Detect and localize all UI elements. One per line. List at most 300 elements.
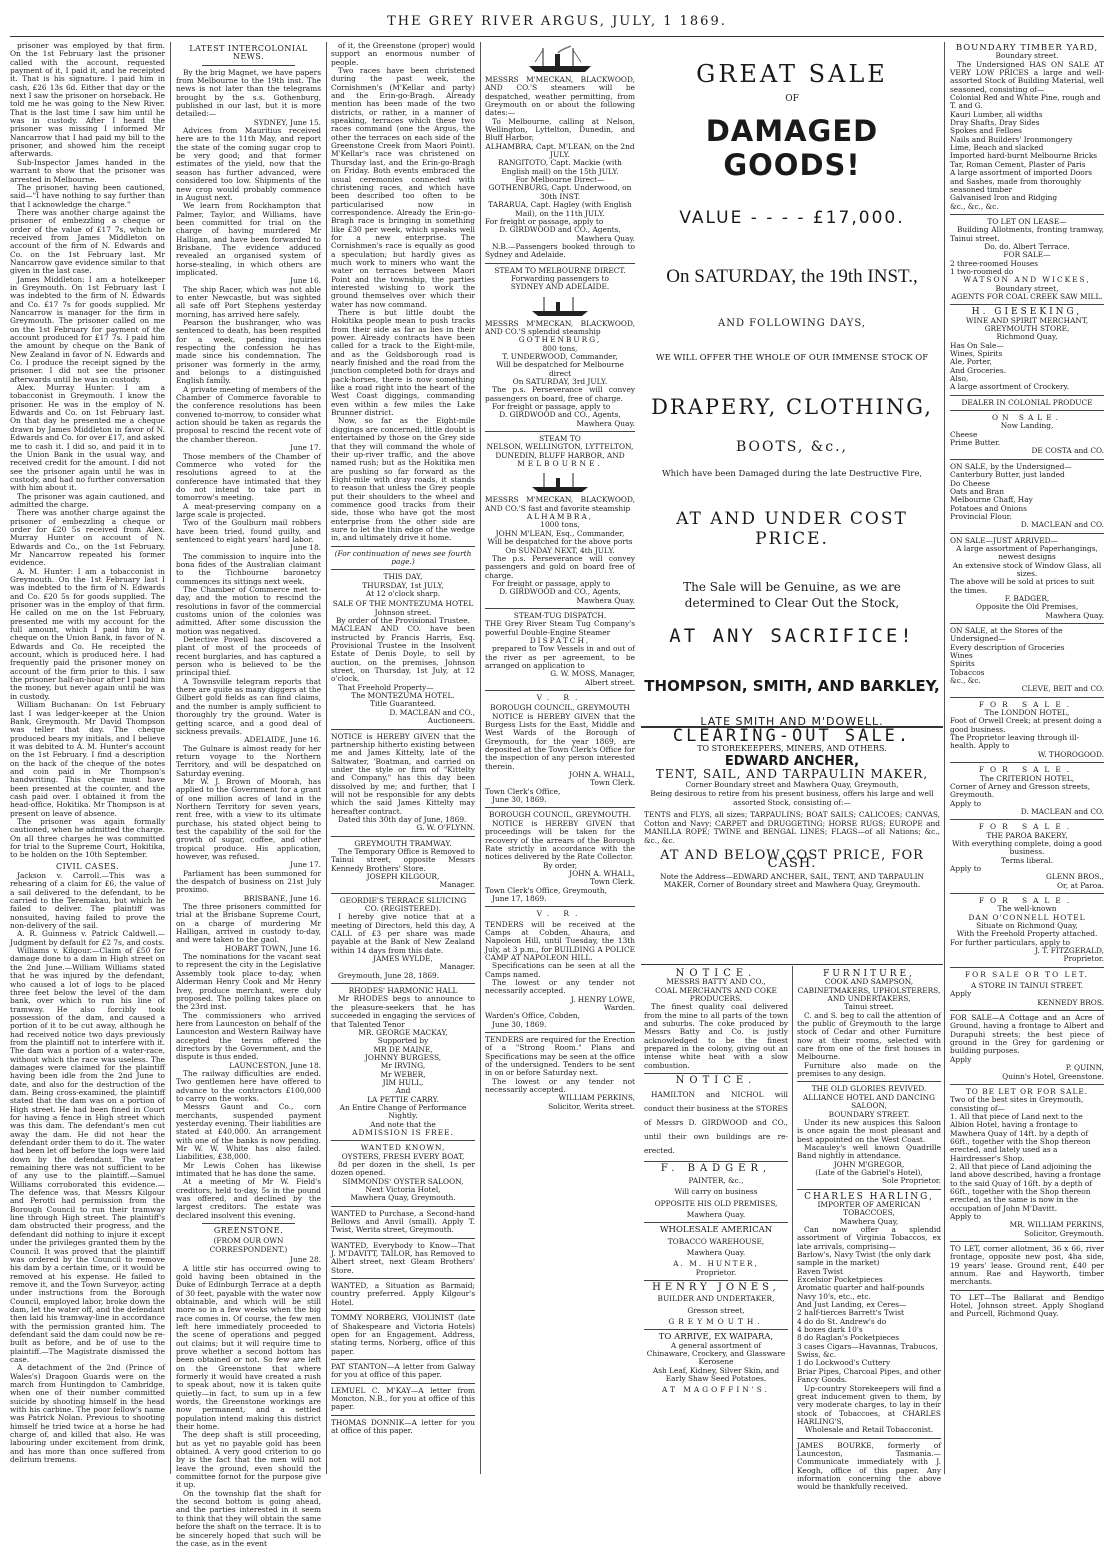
masthead: THE GREY RIVER ARGUS, JULY, 1 1869. [0,14,1114,29]
borough1-office: Town Clerk's Office, [485,788,635,796]
auction-time: At 12 o'clock sharp. [331,590,475,598]
rule [950,214,1104,215]
let-house-2: 1 two-roomed do [950,268,1104,276]
danoc-role: Proprietor. [950,955,1104,963]
american-role: Proprietor. [644,1269,788,1277]
tainui-apply: Apply [950,990,1104,998]
ad-badger-paperhangings [950,537,1104,620]
rhodes-supported: Supported by [331,1037,475,1045]
paragraph: The prisoner was again cautioned, and admitted the charge. [10,493,165,510]
glories-body: Under its new auspices this Saloon is once again the most pleasant and best appointed on the West Coast. [797,1119,941,1144]
ad-american-tobacco [644,1226,788,1277]
ship2-date: On SATURDAY, 3rd JULY. [485,378,635,386]
paragraph: A detachment of the 2nd (Prince of Wales's) Dragoon Guards were on the march from Huntingdon to Cambridge, when one of their number committed suicide by shooting himself in the head with his carbine. The poor fellow's name was Patrick Nolan. Previous to shooting himself he tried twice at a horse he had charge of, and killed that also. He was labouring under excitement from drink, and has more than once suffered from delirium tremens. [10,1364,165,1464]
tug-address: Albert street. [485,679,635,687]
glories-role: Sole Proprietor. [797,1177,941,1185]
paragraph: The deep shaft is still proceeding, but as yet no payable gold has been obtained. A very good criterion to go by is the fact that the men will not leave the ground, even should the committee fornot for the purpose give it up. [176,1431,321,1489]
column-rule [944,42,945,1474]
waipara-assortment: A general assortment of [644,1342,788,1350]
onsale1-butter: Prime Butter. [950,439,1104,447]
ad-mmeckan-steamers [485,76,635,260]
ship3-head: STEAM TO [485,435,635,443]
news-items [176,119,321,1220]
tramway-signature: JOSEPH KILGOUR, [331,873,475,881]
ship2-name: GOTHENBURG, [485,336,635,344]
rule [950,1290,1104,1291]
danoc-head: FOR SALE. [950,897,1104,905]
paroa-terms: Terms liberal. [950,857,1104,865]
dateline: HOBART TOWN, June 16. [176,945,321,953]
geordie-head: GEORDIE'S TERRACE SLUICING [331,897,475,905]
paragraph: The commissioners who arrived here from Launceston on behalf of the Launceston and Western Railway have accepted the terms offered the directors by the Government, and the dispute is thus ended. [176,1012,321,1062]
paragraph: Detective Powell has discovered a plant of most of the proceeds of recent burglaries, and has captured a person who is believed to be the principal thief. [176,636,321,678]
dateline: ADELAIDE, June 16. [176,736,321,744]
rule [644,1161,788,1162]
tramway-role: Manager. [331,881,475,889]
performer-name: And [331,1087,475,1095]
performer-name: JOHNNY BURGESS, [331,1054,475,1062]
ship1-gothenburg: GOTHENBURG, Capt. Underwood, on 30th INST. [485,184,635,201]
rule [331,1140,475,1141]
jones-town: GREYMOUTH. [644,1318,788,1326]
paragraph: A private meeting of members of the Chamber of Commerce favorable to the conference resolutions has been convened to-morrow, to consider what action should be taken as regards the proposal to rescind the recent vote of the chamber thereon. [176,386,321,444]
tenders2-lowest: The lowest or any tender not necessarily accepted. [485,1078,635,1095]
tenders1-lowest: The lowest or any tender not necessarily accepted. [485,979,635,996]
timber-items [950,94,1104,211]
greenstone-date: June 28. [176,1256,321,1264]
badger-business: Will carry on business [644,1188,788,1196]
london-body-2: The Proprietor leaving through ill-health. Apply to [950,734,1104,751]
harling-body-3: Wholesale and Retail Tobacconist. [797,1426,941,1434]
stores-signature: CLEVE, BEIT and CO. [950,685,1104,693]
list-item: 2. All that piece of Land adjoining the land above described, having a frontage to the said Quay of 16ft. by a depth of 66ft., together with the Shop thereon erected, as the same is now in the occupation of John M'Davitt. [950,1163,1104,1213]
greenstone-heading: GREENSTONE. [176,1227,321,1235]
harling-body: Can now offer a splendid assortment of Virginia Tobaccos, ex late arrivals, comprising— [797,1226,941,1251]
tug-body: THE Grey River Steam Tug Company's powerful Double-Engine Steamer [485,620,635,637]
dateline: June 17. [176,861,321,869]
list-item: Colonial Red and White Pine, rough and T. and G. [950,94,1104,111]
rule [797,1438,941,1439]
arrived-paper: A large assortment of Paperhangings, newest designs [950,545,1104,562]
rhodes-star: MR. GEORGE MACKAY, [331,1029,475,1037]
borough2-signature: JOHN A. WHALL, [485,870,635,878]
paroa-apply: Apply to [950,865,1104,873]
paroa-body: With everything complete, doing a good business. [950,840,1104,857]
performer-name: MR DE MAINE, [331,1046,475,1054]
jones-street: Gresson street, [644,1307,788,1315]
batty-head: NOTICE. [644,970,788,978]
sale-date: On SATURDAY, the 19th INST., [641,266,943,288]
let-body: Building Allotments, fronting tramway, Tainui street. [950,226,1104,243]
rhodes-change: An Entire Change of Performance Nightly. [331,1104,475,1121]
sale-great-sale: GREAT SALE [641,60,943,88]
list-item: Also, [950,375,1104,383]
performer-name: JIM HULL, [331,1079,475,1087]
dateline: June 17. [176,444,321,452]
tug-name: DISPATCH, [485,637,635,645]
ship3-captain: JOHN M'LEAN, Esq., Commander, [485,530,635,538]
sale-sacrifice: AT ANY SACRIFICE! [641,625,943,647]
waipara-potatoes: Ash Leaf, Kidney, Silver Skin, and Early Shaw Seed Potatoes. [644,1367,788,1384]
rhodes-head: RHODES' HARMONIC HALL [331,987,475,995]
clearing-address: Corner Boundary street and Mawhera Quay, Greymouth, [644,781,940,790]
sale-thompson: THOMPSON, SMITH, AND BARKLEY, [641,677,943,695]
performer-name: Mr WEBER, [331,1071,475,1079]
paragraph: A. M. Hunter: I am a tobacconist in Greymouth. On the 1st February last I was indebted to the firm of N. Edwards and Co. £20 5s for goods supplied. The prisoner was in the employ of that firm. He called on me on the 1st February, presented me with my account for the full amount, which I paid him by a cheque on the Union Bank, in favor of N. Edwards and Co. He receipted the account, which is produced here. I had frequently paid the prisoner money on account of the firm prior to this. I saw the prisoner half-an-hour after I paid him the money, but never again until he was in custody. [10,568,165,702]
onsale1-cheese: Cheese [950,431,1104,439]
sale-of: OF [641,94,943,104]
danoc-body-3: For further particulars, apply to [950,939,1104,947]
geordie-role: Manager. [331,963,475,971]
ad-mkay: LEMUEL C. M'KAY—A letter from Moncton, N.B., for you at office of this paper. [331,1387,475,1412]
borough1-body: NOTICE is HEREBY GIVEN that the Burgess Lists for the East, Middle and West Wards of the Borough of Greymouth, for the year 1869, are deposited at the Town Clerk's Office for the inspection of any person interested therein. [485,713,635,771]
clearing-head: CLEARING-OUT SALE. [644,732,940,741]
harling-head: CHARLES HARLING, [797,1193,941,1201]
danoc-body: Situate on Richmond Quay, [950,922,1104,930]
batty-trade-2: PRODUCERS. [644,995,788,1003]
glories-signature: JOHN M'GREGOR, [797,1161,941,1169]
furniture-name: COOK AND SAMPSON, [797,978,941,986]
sale-genuine: The Sale will be Genuine, as we are determined to Clear Out the Stock, [641,579,943,611]
paragraph: There is but little doubt the Hokitika people mean to push tracks from their side as far as lies in their power. Already contracts have been called for a track to the Eight-mile, and as the Goldsborough road is nearly finished and the road from the junction completed both for drays and pack-horses, there is now something like a road right into the heart of the West Coast diggings, commanding even within a few miles the Lake Brunner district. [331,309,475,417]
auction-head: SALE OF THE MONTEZUMA HOTEL [331,600,475,608]
paragraph: Williams v. Kilgour.—Claim of £50 for damage done to a dam in High street on the 2nd June.—William Williams stated that he was injured by the defendant, who caused a lot of logs to be placed three feet below the level of the dam bank, over which to run his line of tramway. He also forcibly took possession of the dam, and caused a portion of it to be cut away, although he had received notice two days previously from the plaintiff not to interfere with it. The dam was a portion of a water-race, without which the race was useless. The damages were claimed for the plaintiff having been idle from the 2nd June to date, and also for the destruction of the dam. Being cross-examined, the plaintiff stated that the dam was on a portion of High street. He had been fined in Court for having a fence in High street which was this dam. The defendant's men cut away the dam. He did not hear the defendant order them to do it. The water had been let off before the logs were laid down by the defendant. The water remaining there was not sufficient to be of any use to the plaintiff.—Samuel Williams corroborated this evidence.—The defence was, that Messrs Kilgour and Perotti had permission from the Borough Council to run their tramway line through High street. The plaintiff's dam obstructed their progress, and the defendant did nothing to injure it except under the privileges granted them by the Council. It was proved that the plaintiff was ordered by the Council to remove his dam by a certain time, or it would be removed at his expense. He failed to remove it, and the Town Surveyor, acting under instructions from the Borough Council, employed labor, broke down the dam, let the water off, and the defendant then laid his tramway-line in accordance with the permission granted him. The defendant said the dam could now be re-built as before, and be of use to the plaintiff.—The Magistrate dismissed the case. [10,947,165,1364]
paragraph: Pearson the bushranger, who was sentenced to death, has been respited for a week, pending inquiries respecting the confession he has made since his condemnation. The prisoner was formerly in the army, and belongs to a distinguished English family. [176,319,321,386]
onsale2-head: ON SALE, by the Undersigned— [950,463,1104,471]
ad-steam-melbourne [485,267,635,429]
ad-paroa-bakery [950,823,1104,890]
paragraph: The ship Racer, which was not able to enter Newcastle, but was sighted all safe off Port Stephens yesterday morning, has arrived here safely. [176,286,321,319]
ad-henry-jones [644,1284,788,1326]
ship2-captain: T. UNDERWOOD, Commander, [485,353,635,361]
ship1-freight: For freight or passage, apply to [485,218,635,226]
column-classifieds [950,42,1104,1474]
list-item: Dray Shafts, Dray Sides [950,119,1104,127]
giesek-on-sale: Has On Sale— [950,342,1104,350]
performer-name: LA PETTIE CARRY. [331,1096,475,1104]
ship2-address: Mawhera Quay. [485,420,635,428]
rule [331,983,475,984]
greenstone-continued [331,42,475,543]
tainui-head: FOR SALE OR TO LET. [950,971,1104,979]
list-item: Potatoes and Onions [950,505,1104,513]
onsale1-signature: DE COSTA and CO. [950,447,1104,455]
ship1-signature: D. GIRDWOOD and CO., Agents, [485,226,635,234]
tenders2-address: Solicitor, Werita street. [485,1103,635,1111]
ship2-sub: Forwarding passengers to [485,275,635,283]
ship2-body: MESSRS M'MECKAN, BLACKWOOD, AND CO.'S splendid steamship [485,320,635,337]
list-item: Provincial Flour. [950,513,1104,521]
borough2-role: Town Clerk. [485,878,635,886]
auction-order: By order of the Provisional Trustee. [331,617,475,625]
list-item: And Groceries. [950,367,1104,375]
tenders1-date: June 30, 1869. [485,1021,635,1029]
waipara-kerosene: Kerosene [644,1358,788,1366]
rule [331,569,475,570]
auction-body: MACLEAN AND CO. have been instructed by Francis Harris, Esq. Provisional Trustee in the Insolvent Estate of Denis Doyle, to sell by auction, on the premises, Johnson street, on Thursday, 1st July, at 12 o'clock, [331,625,475,683]
glories-hotel: ALLIANCE HOTEL AND DANCING [797,1094,941,1102]
rule [202,1223,295,1224]
paragraph: The nominations for the vacant seat to represent the city in the Legislative Assembly took place to-day, when Alderman Henry Cook and Mr Henry Ivey, produce merchant, were duly proposed. The polling takes place on the 23rd inst. [176,953,321,1011]
column-shipping [485,42,635,1474]
furniture-head: FURNITURE, [797,970,941,978]
sale-damaged-note: Which have been Damaged during the late Destructive Fire, [641,469,943,479]
ad-bellows: WANTED to Purchase, a Second-hand Bellows and Anvil (small). Apply T. Twist, Werita street, Greymouth. [331,1210,475,1235]
paragraph: James Middleton: I am a hotelkeeper in Greymouth. On 1st February last I was indebted to the firm of N. Edwards and Co. £17 7s for goods supplied. Mr Nancarrow is manager for the firm in Greymouth. The prisoner called on me on the 1st February for payment of the account produced for £17 7s. I paid him the amount by cheque on the Bank of New Zealand in favor of N. Edwards and Co. I produce the receipt signed by the prisoner. I did not see the prisoner afterwards until he was in custody. [10,276,165,384]
arrived-glass: An extensive stock of Window Glass, all sizes. [950,562,1104,579]
dateline: SYDNEY, June 15. [176,119,321,127]
danoc-signature: J. T. FITZGERALD, [950,947,1104,955]
geordie-date: Greymouth, June 28, 1869. [331,972,475,980]
criterion-signature: D. MACLEAN and CO. [950,808,1104,816]
rule [797,1189,941,1190]
geordie-body: I hereby give notice that at a meeting of Directors, held this day, A CALL of £3 per share was made payable at the Bank of New Zealand within 14 days from this date. [331,913,475,955]
ship1-alhambra: ALHAMBRA, Capt. M'LEAN, on the 2nd JULY. [485,143,635,160]
paroa-signature: GLENN BROS., [950,873,1104,881]
ship3-signature: D. GIRDWOOD and CO., Agents, [485,588,635,596]
list-item: Tobaccos [950,669,1104,677]
ship2-freight: For freight or passage, apply to [485,403,635,411]
waipara-head: TO ARRIVE, EX WAIPARA, [644,1333,788,1341]
tenders1-spec: Specifications can be seen at all the Camps named. [485,962,635,979]
oysters-body: 8d per dozen in the shell, 1s per dozen opened. [331,1161,475,1178]
paragraph: Advices from Mauritius received here are to the 11th May, and report the state of the coming sugar crop to be very good; and that former estimates of the yield, now that the season has further advanced, were considered too low. Shipments of the new crop would probably commence in August next. [176,127,321,202]
list-item: Navy 10's, etc., etc. [797,1293,941,1301]
furniture-trade-2: AND UNDERTAKERS, [797,995,941,1003]
ad-clearing-out-sale [644,732,940,960]
column-rule [170,42,171,1474]
badger-premises: OPPOSITE HIS OLD PREMISES, [644,1200,788,1208]
london-head: FOR SALE. [950,701,1104,709]
ad-best-sites [950,1088,1104,1238]
paragraph: A Townsville telegram reports that there are quite as many diggers at the Gilbert gold fields as can find claims, and the number is amply sufficient to thoroughly try the ground. Water is getting scarce, and a good deal of sickness prevails. [176,678,321,736]
london-body: Foot of Orwell Creek; at present doing a good business. [950,717,1104,734]
paragraph: On the township flat the shaft for the second bottom is going ahead, and the parties interested in it seem to think that they will obtain the same before the shaft on the terrace. It is to be sincerely hoped that such will be the case, as in the event [176,1490,321,1548]
rule [950,967,1104,968]
column-court-news [10,42,165,1474]
paragraph: We learn from Rockhampton that Palmer, Taylor, and Williams, have been committed for trial on the charge of having murdered Mr Halligan, and have been forwarded to Brisbane. The evidence adduced revealed an organised system of horse-stealing, in which others are implicated. [176,202,321,277]
dateline: BRISBANE, June 16. [176,895,321,903]
ship1-address: Mawhera Quay. [485,235,635,243]
ad-tramway [331,840,475,890]
tenders1-role: Warden. [485,1004,635,1012]
criterion-name: The CRITERION HOTEL, [950,775,1104,783]
giesek-head: H. GIESEKING, [950,308,1104,316]
ad-ballarat-hotel: TO LET—The Ballarat and Bendigo Hotel, Johnson street. Apply Shogland and Purcell, Richmond Quay. [950,1294,1104,1319]
column-intercolonial [176,42,321,1474]
ad-geordies-terrace [331,897,475,980]
rule [641,964,943,965]
masthead-rule [10,36,1104,37]
ship2-tons: 800 tons, [485,345,635,353]
rule [485,608,635,609]
paragraph: At a meeting of Mr W. Field's creditors, held to-day, 5s in the pound was offered, and declined by the largest creditors. The estate was declared insolvent this evening. [176,1178,321,1220]
ad-cottage [950,1014,1104,1081]
list-item: Nails and Builders' Ironmongery [950,136,1104,144]
rule [950,623,1104,624]
ad-alliance-hotel [797,1085,941,1185]
ad-cook-sampson [797,970,941,1078]
cottage-body: FOR SALE—A Cottage and an Acre of Ground, having a frontage to Albert and Durapuhi streets; the best piece of ground in the Grey for gardening or building purposes. [950,1014,1104,1056]
list-item: Wines, Spirits [950,350,1104,358]
tenders1-office: Warden's Office, Cobden, [485,1012,635,1020]
badger-address: Mawhera Quay. [644,1211,788,1219]
paragraph: Parliament has been summoned for the despatch of business on 21st July proximo. [176,870,321,895]
let-agent: WATSON AND WICKES, [950,276,1104,284]
paragraph: Alex. Murray Hunter: I am a tobacconist in Greymouth. I know the prisoner. He was in the employ of N. Edwards and Co. on 1st February last. On that day he presented me a cheque drawn by James Middleton in favor of N. Edwards and Co. for over £17, and asked me to cash it. I did so, and paid it in to the Union Bank in the usual way, and received credit for the amount. I did not see the prisoner again until he was in custody, and had no further conversation with him about it. [10,384,165,492]
sale-following: AND FOLLOWING DAYS, [641,318,943,329]
list-item: A large assortment of imported Doors and Sashes, made from thoroughly seasoned timber [950,169,1104,194]
tug-signature: G. W. MOSS, Manager, [485,670,635,678]
american-address: Mawhera Quay. [644,1249,788,1257]
borough1-date: June 30, 1869. [485,796,635,804]
timber-body: The Undersigned HAS ON SALE AT VERY LOW PRICES a large and well-assorted Stock of Building Material, well seasoned, consisting of— [950,61,1104,94]
danoc-name: DAN O'CONNELL HOTEL [950,914,1104,922]
tolet-intro: Two of the best sites in Greymouth, consisting of— [950,1096,1104,1113]
badger-head: F. BADGER, [644,1165,788,1173]
auction-title: THIS DAY, [331,573,475,581]
tainui-signature: KENNEDY BROS. [950,999,1104,1007]
paragraph: Jackson v. Carroll.—This was a rehearing of a claim for £6, the value of a sail delivered to the defendant, to be carried to the Teremakau, but which he failed to deliver. The plaintiff was nonsuited, having failed to prove the non-delivery of the sail. [10,872,165,930]
borough2-date: June 17, 1869. [485,895,635,903]
rule [331,1383,475,1384]
glories-street: BOUNDARY STREET. [797,1111,941,1119]
auction-street: Johnson street. [331,609,475,617]
sale-boots: BOOTS, &c., [641,439,943,455]
stores-items [950,644,1104,686]
paragraph: Mr W. J. Brown of Moorah, has applied to the Government for a grant of one million acres of land in the Northern Territory for seven years, rent free, with a view to its ultimate purchase, his stated object being to test the capability of the soil for the growth of sugar, coffee, and other tropical produce. His application, however, was refused. [176,778,321,861]
ship2-passengers: The p.s. Perseverance will convey passengers on board, free of charge. [485,386,635,403]
ad-criterion-hotel [950,766,1104,816]
paragraph: prisoner was employed by that firm. On the 1st February last the prisoner called with the account, requested payment of it, I paid it, and he receipted it. That is his signature. I paid him in cash, £26 13s 6d. Either that day or the next I saw the prisoner on horseback. He told me he was going to the New River. That is the last time I saw him until he was in custody. After I heard the prisoner was missing I informed Mr Nancarrow that I had paid my bill to the prisoner, and showed him the receipt afterwards. [10,42,165,159]
notice-date: Dated this 30th day of June, 1869. [331,816,475,824]
ad-corner-allotment: TO LET, corner allotment, 36 x 66, river frontage, opposite new post, 4ha side, 19 years' lease. Ground rent, £40 per annum. Rae and Hayworth, timber merchants. [950,1245,1104,1287]
list-item: Spirits [950,660,1104,668]
criterion-body: Corner of Arney and Gresson streets, Greymouth. [950,783,1104,800]
auction-signature-role: Auctioneers. [331,717,475,725]
ship3-address: Mawhera Quay. [485,597,635,605]
civil-cases [10,872,165,1464]
glories-late: (Late of the Gabriel's Hotel), [797,1169,941,1177]
cottage-address: Quinn's Hotel, Greenstone. [950,1073,1104,1081]
sale-drapery: DRAPERY, CLOTHING, [641,395,943,419]
list-item: Do Cheese [950,480,1104,488]
rule [950,1241,1104,1242]
tug-body-2: prepared to Tow Vessels in and out of the river as per agreement, to be arranged on application to [485,645,635,670]
furniture-body-2: Furniture also made on the premises to any design. [797,1062,941,1079]
list-item: Canterbury Butter, just landed [950,471,1104,479]
paragraph: Now, so far as the Eight-mile diggings are concerned, little doubt is entertained by those on the Grey side that they will command the whole of their up-river traffic, and the above named rush; but as the Hokitika men are pushing so far forward as the Eight-mile with dray roads, it stands to reason that unless the Grey people put their shoulders to the wheel and commence good tracks from their side, those who have got the most enterprise from the other side are sure to let the thin edge of the wedge in, and ultimately drive it home. [331,417,475,542]
paragraph: William Buchanan: On 1st February last I was ledger-keeper at the Union Bank, Greymouth. Mr David Thompson was teller that day. The cheque produced bears my initials, and I believe it was debited to A. M. Hunter's account on the 1st February. I find a description on the back of the cheque of the notes and coin paid in Mr Thompson's handwriting. This cheque must have been presented at the counter, and the cash paid over. I obtained it from the head-office, Hokitika. Mr Thompson is at present on leave of absence. [10,701,165,818]
paragraph: The prisoner was again formally cautioned, when he admitted the charge. On all three charges he was committed for trial to the Supreme Court, Hokitika, to be holden on the 10th September. [10,818,165,860]
tramway-head: GREYMOUTH TRAMWAY. [331,840,475,848]
tenders1-signature: J. HENRY LOWE, [485,996,635,1004]
sale-offer: WE WILL OFFER THE WHOLE OF OUR IMMENSE STOCK OF [641,353,943,363]
paragraph: There was another charge against the prisoner of embezzling a cheque or order of the value of £17 7s, which he received from James Middleton on account of the firm of N. Edwards and Co. on the 1st February last. Mr Nancarrow gave evidence similar to that given in the last case. [10,209,165,276]
list-item: Tar, Roman Cement, Plaster of Paris [950,161,1104,169]
ad-montezuma-auction [331,573,475,725]
ship3-date: On SUNDAY NEXT, 4th JULY. [485,547,635,555]
ship3-destination: MELBOURNE. [485,460,635,468]
ship3-route: NELSON, WELLINGTON, LYTTELTON, DUNEDIN, BLUFF HARBOR, AND [485,443,635,460]
paroa-alt: Or, at Paroa. [950,882,1104,890]
rule [485,807,635,808]
auction-name: The MONTEZUMA HOTEL. [331,692,475,700]
ad-maclean-produce [950,463,1104,530]
rule [950,395,1104,396]
intercolonial-intro: By the brig Magnet, we have papers from Melbourne to the 19th inst. The news is not later than the telegrams brought by the s.s. Gothenburg, published in our last, but it is more detailed:— [176,69,321,119]
london-signature: W. THOROGOOD. [950,751,1104,759]
paragraph: The prisoner, having been cautioned, said—"I have nothing to say further than that I acknowledge the charge." [10,184,165,209]
glories-saloon: SALOON, [797,1102,941,1110]
furniture-body: C. and S. beg to call the attention of the public of Greymouth to the large stock of Cedar and other Furniture now at their rooms, selected with care from one of the first houses in Melbourne. [797,1012,941,1062]
clearing-items: TENTS and FLYS, all sizes; TARPAULINS; BOAT SAILS; CALICOES; CANVAS, Cotton and Navy; CARPET and DRUGGETING; HORSE RUGS; EUROPE and MANILLA ROPE; TWINE and BENGAL LINES; FLAGS—of all Nations; &c., &c., &c. [644,811,940,845]
jones-head: HENRY JONES, [644,1284,788,1292]
steamship-icon [525,44,595,74]
paragraph: of it, the Greenstone (proper) would support an enormous number of people. [331,42,475,67]
rule [331,1415,475,1416]
paragraph: Those members of the Chamber of Commerce who voted for the resolutions agreed to at the conference have intimated that they do not intend to take part in tomorrow's meeting. [176,453,321,503]
glories-body-2: Macauley's well known Quadrille Band nightly in attendance. [797,1144,941,1161]
rhodes-body: Mr RHODES begs to announce to the pleasure-seekers that he has succeeded in engaging the services of that Talented Tenor [331,995,475,1028]
paragraph: The Gulnare is almost ready for her return voyage to the Northern Territory, and will be despatched on Saturday evening. [176,745,321,778]
hamilton-body: HAMILTON and NICHOL will conduct their business at the STORES of Messrs D. GIRDWOOD and CO., until their own buildings are re-erected. [644,1088,788,1158]
ship3-name: ALHAMBRA, [485,513,635,521]
ship2-despatch: Will be despatched for Melbourne direct [485,361,635,378]
ad-donnik: THOMAS DONNIK—A letter for you at office of this paper. [331,1419,475,1436]
sale-cost-price: AT AND UNDER COST PRICE. [641,509,943,549]
let-street: Boundary street, [950,285,1104,293]
onsale1-head: ON SALE. [950,414,1104,422]
waipara-magoffin: AT MAGOFFIN'S. [644,1386,788,1394]
list-item: 2 half-tierces Barrett's Twist [797,1309,941,1317]
ad-charles-harling [797,1193,941,1435]
giesek-trade: WINE AND SPIRIT MERCHANT, [950,317,1104,325]
tenders2-signature: WILLIAM PERKINS, [485,1094,635,1102]
badger-trade: PAINTER, &c., [644,1177,788,1185]
criterion-apply: Apply to [950,800,1104,808]
arrived-address: Mawhera Quay. [950,612,1104,620]
list-item: 1 do Lockwood's Cuttery [797,1359,941,1367]
rule [644,1073,788,1074]
rule [797,1081,941,1082]
tolet-signature: MR. WILLIAM PERKINS, [950,1221,1104,1229]
steamship-icon [529,470,591,494]
oysters-sub: OYSTERS, FRESH EVERY BOAT, [331,1153,475,1161]
ad-oysters [331,1144,475,1202]
list-item: Oats and Bran [950,488,1104,496]
waipara-china: Chinaware, Crockery, and Glassware [644,1350,788,1358]
list-item: &c., &c., &c. [950,203,1104,211]
hamilton-head: NOTICE. [644,1077,788,1085]
column-rule [792,966,793,1474]
steamship-icon [529,294,591,318]
paroa-name: THE PAROA BAKERY, [950,832,1104,840]
tug-head: STEAM-TUG DISPATCH. [485,612,635,620]
rule [331,1310,475,1311]
ship1-rangitoto: RANGITOTO, Capt. Mackie (with English mail) on the 15th JULY. [485,159,635,176]
harling-items [797,1251,941,1385]
rule [331,893,475,894]
paragraph: A little stir has occurred owing to gold having been obtained in the Duke of Edinburgh Terrace at a depth of 30 feet, payable with the water now obtainable, and which will be still more so in a few weeks when the big race comes in. Of course, the few men left here immediately proceeded to the scene of operations and pegged out claims; but it will require time to prove whether a second bottom has been obtained or not. So few are left on the Greenstone that where formerly it would have created a rush to speak about, now it is taken quite quietly—in fact, to sum up in a few words, the Greenstone workings are now permanent, and a settled population intend making this district their home. [176,1265,321,1432]
rule [644,1222,788,1223]
american-name: A. M. HUNTER, [644,1260,788,1268]
paragraph: A. R. Guinness v. Patrick Caldwell.—Judgment by default for £2 7s, and costs. [10,930,165,947]
rule [331,1238,475,1239]
rule [485,263,635,264]
rule [644,1280,788,1281]
performer-name: Mr IRVING, [331,1062,475,1070]
